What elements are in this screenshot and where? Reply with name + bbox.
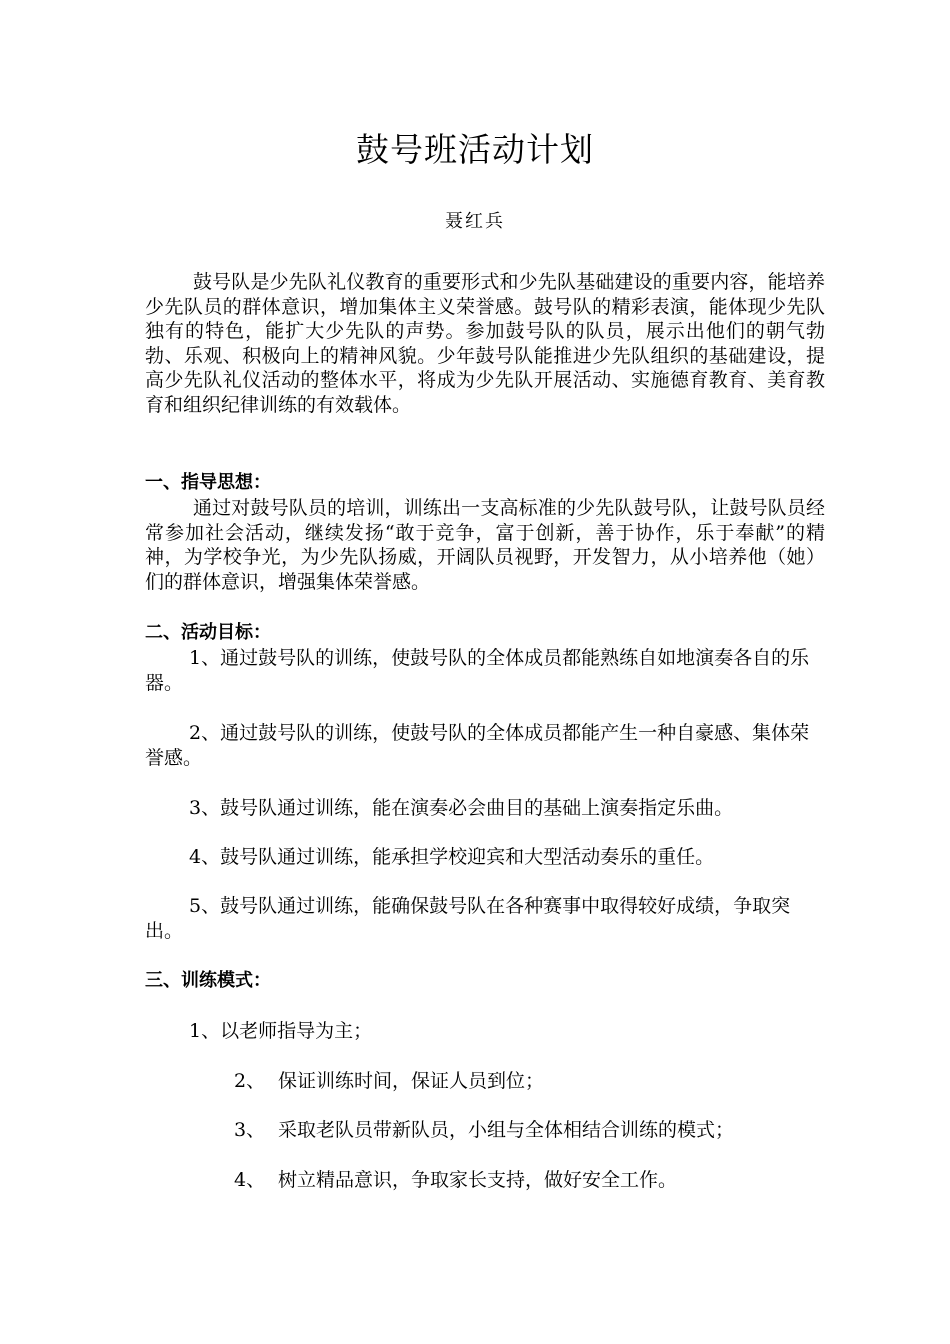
training-mode-item-2 [234,1069,544,1093]
goal-item-5: 5、鼓号队通过训练，能确保鼓号队在各种赛事中取得较好成绩，争取突出。 [145,895,791,942]
list-item-text: 保证训练时间，保证人员到位； [278,1070,545,1092]
goal-item-2: 2、通过鼓号队的训练，使鼓号队的全体成员都能产生一种自豪感、集体荣誉感。 [145,722,810,769]
section-heading-training-mode: 三、训练模式： [145,970,271,991]
list-number: 3、 [234,1119,266,1141]
goal-item-1: 1、通过鼓号队的训练，使鼓号队的全体成员都能熟练自如地演奏各自的乐器。 [145,647,810,694]
training-mode-item-1: 1、以老师指导为主； [189,1020,373,1042]
list-number: 2、 [234,1070,266,1092]
list-item-text: 树立精品意识，争取家长支持，做好安全工作。 [278,1169,678,1191]
goal-item-4: 4、鼓号队通过训练，能承担学校迎宾和大型活动奏乐的重任。 [189,846,715,868]
document-author: 聂红兵 [445,211,505,232]
training-mode-item-3 [234,1118,734,1142]
intro-paragraph: 鼓号队是少先队礼仪教育的重要形式和少先队基础建设的重要内容，能培养少先队员的群体意识，增加集体主义荣誉感。鼓号队的精彩表演，能体现少先队独有的特色，能扩大少先队的声势。参加鼓号队的队员，展示出他们的朝气勃勃、乐观、积极向上的精神风貌。少年鼓号队能推进少先队组织的基础建设，提高少先队礼仪活动的整体水平，将成为少先队开展活动、实施德育教育、美育教育和组织纪律训练的有效载体。 [145,271,825,416]
document-title: 鼓号班活动计划 [356,130,594,169]
guiding-ideology-paragraph: 通过对鼓号队员的培训，训练出一支高标准的少先队鼓号队，让鼓号队员经常参加社会活动，继续发扬“敢于竞争，富于创新，善于协作，乐于奉献”的精神，为学校争光，为少先队扬威，开阔队员视野，开发智力，从小培养他（她）们的群体意识，增强集体荣誉感。 [145,497,825,593]
section-heading-guiding-ideology: 一、指导思想： [145,472,271,493]
list-number: 4、 [234,1169,266,1191]
list-item-text: 采取老队员带新队员，小组与全体相结合训练的模式； [278,1119,735,1141]
training-mode-item-4 [234,1168,677,1192]
section-heading-activity-goals: 二、活动目标： [145,622,271,643]
goal-item-3: 3、鼓号队通过训练，能在演奏必会曲目的基础上演奏指定乐曲。 [189,797,734,819]
